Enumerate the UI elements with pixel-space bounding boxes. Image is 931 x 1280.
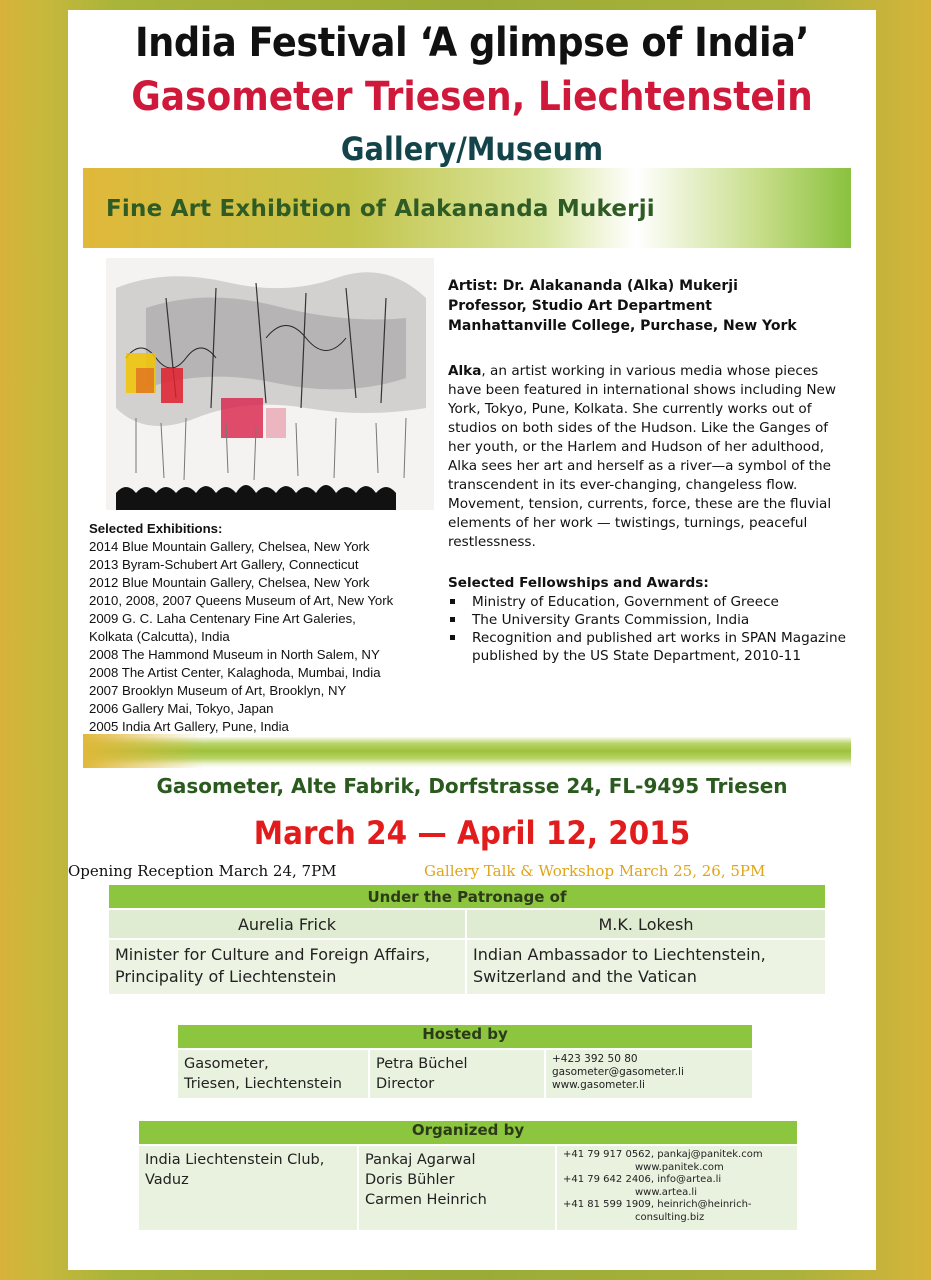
- organizer-line: India Liechtenstein Club,: [145, 1152, 325, 1168]
- organized-heading: Organized by: [138, 1120, 798, 1145]
- bio-lead: Alka: [448, 363, 482, 379]
- hosted-heading: Hosted by: [177, 1024, 753, 1049]
- organizer-contacts: [556, 1145, 798, 1231]
- list-item: 2008 The Artist Center, Kalaghoda, Mumbai, India: [89, 665, 381, 680]
- organizer-people: [358, 1145, 556, 1231]
- list-item: 2005 India Art Gallery, Pune, India: [89, 719, 289, 734]
- organizer-line: Vaduz: [145, 1172, 189, 1188]
- contact-line: www.panitek.com: [635, 1161, 724, 1173]
- painting-image: [106, 258, 434, 510]
- festival-title: India Festival ‘A glimpse of India’: [134, 20, 810, 66]
- selected-exhibitions: [89, 520, 449, 736]
- fellowships-heading: Selected Fellowships and Awards:: [448, 575, 709, 591]
- divider-bar: [83, 734, 851, 768]
- organizer-person: Pankaj Agarwal: [365, 1152, 476, 1168]
- bio-text: , an artist working in various media whose pieces have been featured in international shows including New York, Tokyo, Pune, Kolkata. She currently works out of studios on both sides of the Hudson. Like the Ganges of her youth, or the Harlem and Hudson of her adulthood, Alka sees her art and herself as a river—a symbol of the transcendent in its ever-changing, changeless flow. Movement, tension, currents, force, these are the fluvial elements of her work — twistings, turnings, peaceful restlessness.: [448, 363, 836, 550]
- host-venue-line: Gasometer,: [184, 1056, 269, 1072]
- hosted-table: [176, 1023, 754, 1100]
- list-item: The University Grants Commission, India: [448, 611, 848, 629]
- list-item: Ministry of Education, Government of Greece: [448, 593, 848, 611]
- organizer: [138, 1145, 358, 1231]
- host-website: www.gasometer.li: [552, 1079, 645, 1091]
- host-email: gasometer@gasometer.li: [552, 1066, 684, 1078]
- host-venue: [177, 1049, 369, 1099]
- gallery-talk: Gallery Talk & Workshop March 25, 26, 5PM: [424, 862, 766, 880]
- patronage-table: [107, 883, 827, 996]
- list-item: 2010, 2008, 2007 Queens Museum of Art, New York: [89, 593, 394, 608]
- host-person-name: Petra Büchel: [376, 1056, 468, 1072]
- patron-role: Minister for Culture and Foreign Affairs, Principality of Liechtenstein: [108, 939, 466, 995]
- patron-role: Indian Ambassador to Liechtenstein, Switzerland and the Vatican: [466, 939, 826, 995]
- contact-line: www.artea.li: [635, 1186, 697, 1198]
- list-item: Kolkata (Calcutta), India: [89, 629, 230, 644]
- exhibition-dates: March 24 — April 12, 2015: [253, 814, 691, 852]
- list-item: 2007 Brooklyn Museum of Art, Brooklyn, NY: [89, 683, 347, 698]
- contact-line: consulting.biz: [635, 1211, 705, 1223]
- contact-line: +41 79 642 2406, info@artea.li: [563, 1174, 722, 1185]
- exhibition-title: Fine Art Exhibition of Alakananda Mukerji: [106, 196, 655, 222]
- artist-college: Manhattanville College, Purchase, New York: [448, 318, 797, 334]
- fellowships-awards: [448, 574, 848, 665]
- list-item: 2012 Blue Mountain Gallery, Chelsea, New York: [89, 575, 370, 590]
- host-phone: +423 392 50 80: [552, 1053, 638, 1065]
- list-item: 2014 Blue Mountain Gallery, Chelsea, New York: [89, 539, 370, 554]
- organizer-person: Doris Bühler: [365, 1172, 455, 1188]
- host-contact: [545, 1049, 753, 1099]
- list-item: Recognition and published art works in SPAN Magazine published by the US State Department, 2010-11: [448, 629, 848, 665]
- host-person-title: Director: [376, 1076, 435, 1092]
- gallery-subtitle: Gallery/Museum: [340, 130, 604, 168]
- artist-name: Artist: Dr. Alakananda (Alka) Mukerji: [448, 278, 738, 294]
- artist-position: Professor, Studio Art Department: [448, 298, 712, 314]
- contact-line: +41 79 917 0562, pankaj@panitek.com: [563, 1149, 763, 1160]
- contact-line: +41 81 599 1909, heinrich@heinrich-: [563, 1199, 752, 1210]
- patronage-heading: Under the Patronage of: [108, 884, 826, 909]
- list-item: 2006 Gallery Mai, Tokyo, Japan: [89, 701, 274, 716]
- artist-info: [448, 276, 858, 336]
- exhibitions-heading: Selected Exhibitions:: [89, 521, 223, 536]
- list-item: 2009 G. C. Laha Centenary Fine Art Galeries,: [89, 611, 356, 626]
- host-person: [369, 1049, 545, 1099]
- patron-name: Aurelia Frick: [108, 909, 466, 939]
- exhibition-banner: [83, 168, 851, 248]
- painting-icon: [106, 258, 434, 510]
- venue-title: Gasometer Triesen, Liechtenstein: [131, 74, 813, 120]
- artist-bio: [448, 362, 840, 552]
- list-item: 2013 Byram-Schubert Art Gallery, Connecticut: [89, 557, 359, 572]
- poster: [68, 10, 876, 1270]
- opening-reception: Opening Reception March 24, 7PM: [68, 862, 337, 880]
- list-item: 2008 The Hammond Museum in North Salem, NY: [89, 647, 380, 662]
- organized-table: [137, 1119, 799, 1232]
- patron-name: M.K. Lokesh: [466, 909, 826, 939]
- venue-address: Gasometer, Alte Fabrik, Dorfstrasse 24, FL-9495 Triesen: [156, 774, 788, 798]
- host-venue-line: Triesen, Liechtenstein: [184, 1076, 342, 1092]
- fellowships-list: [448, 593, 848, 665]
- organizer-person: Carmen Heinrich: [365, 1192, 487, 1208]
